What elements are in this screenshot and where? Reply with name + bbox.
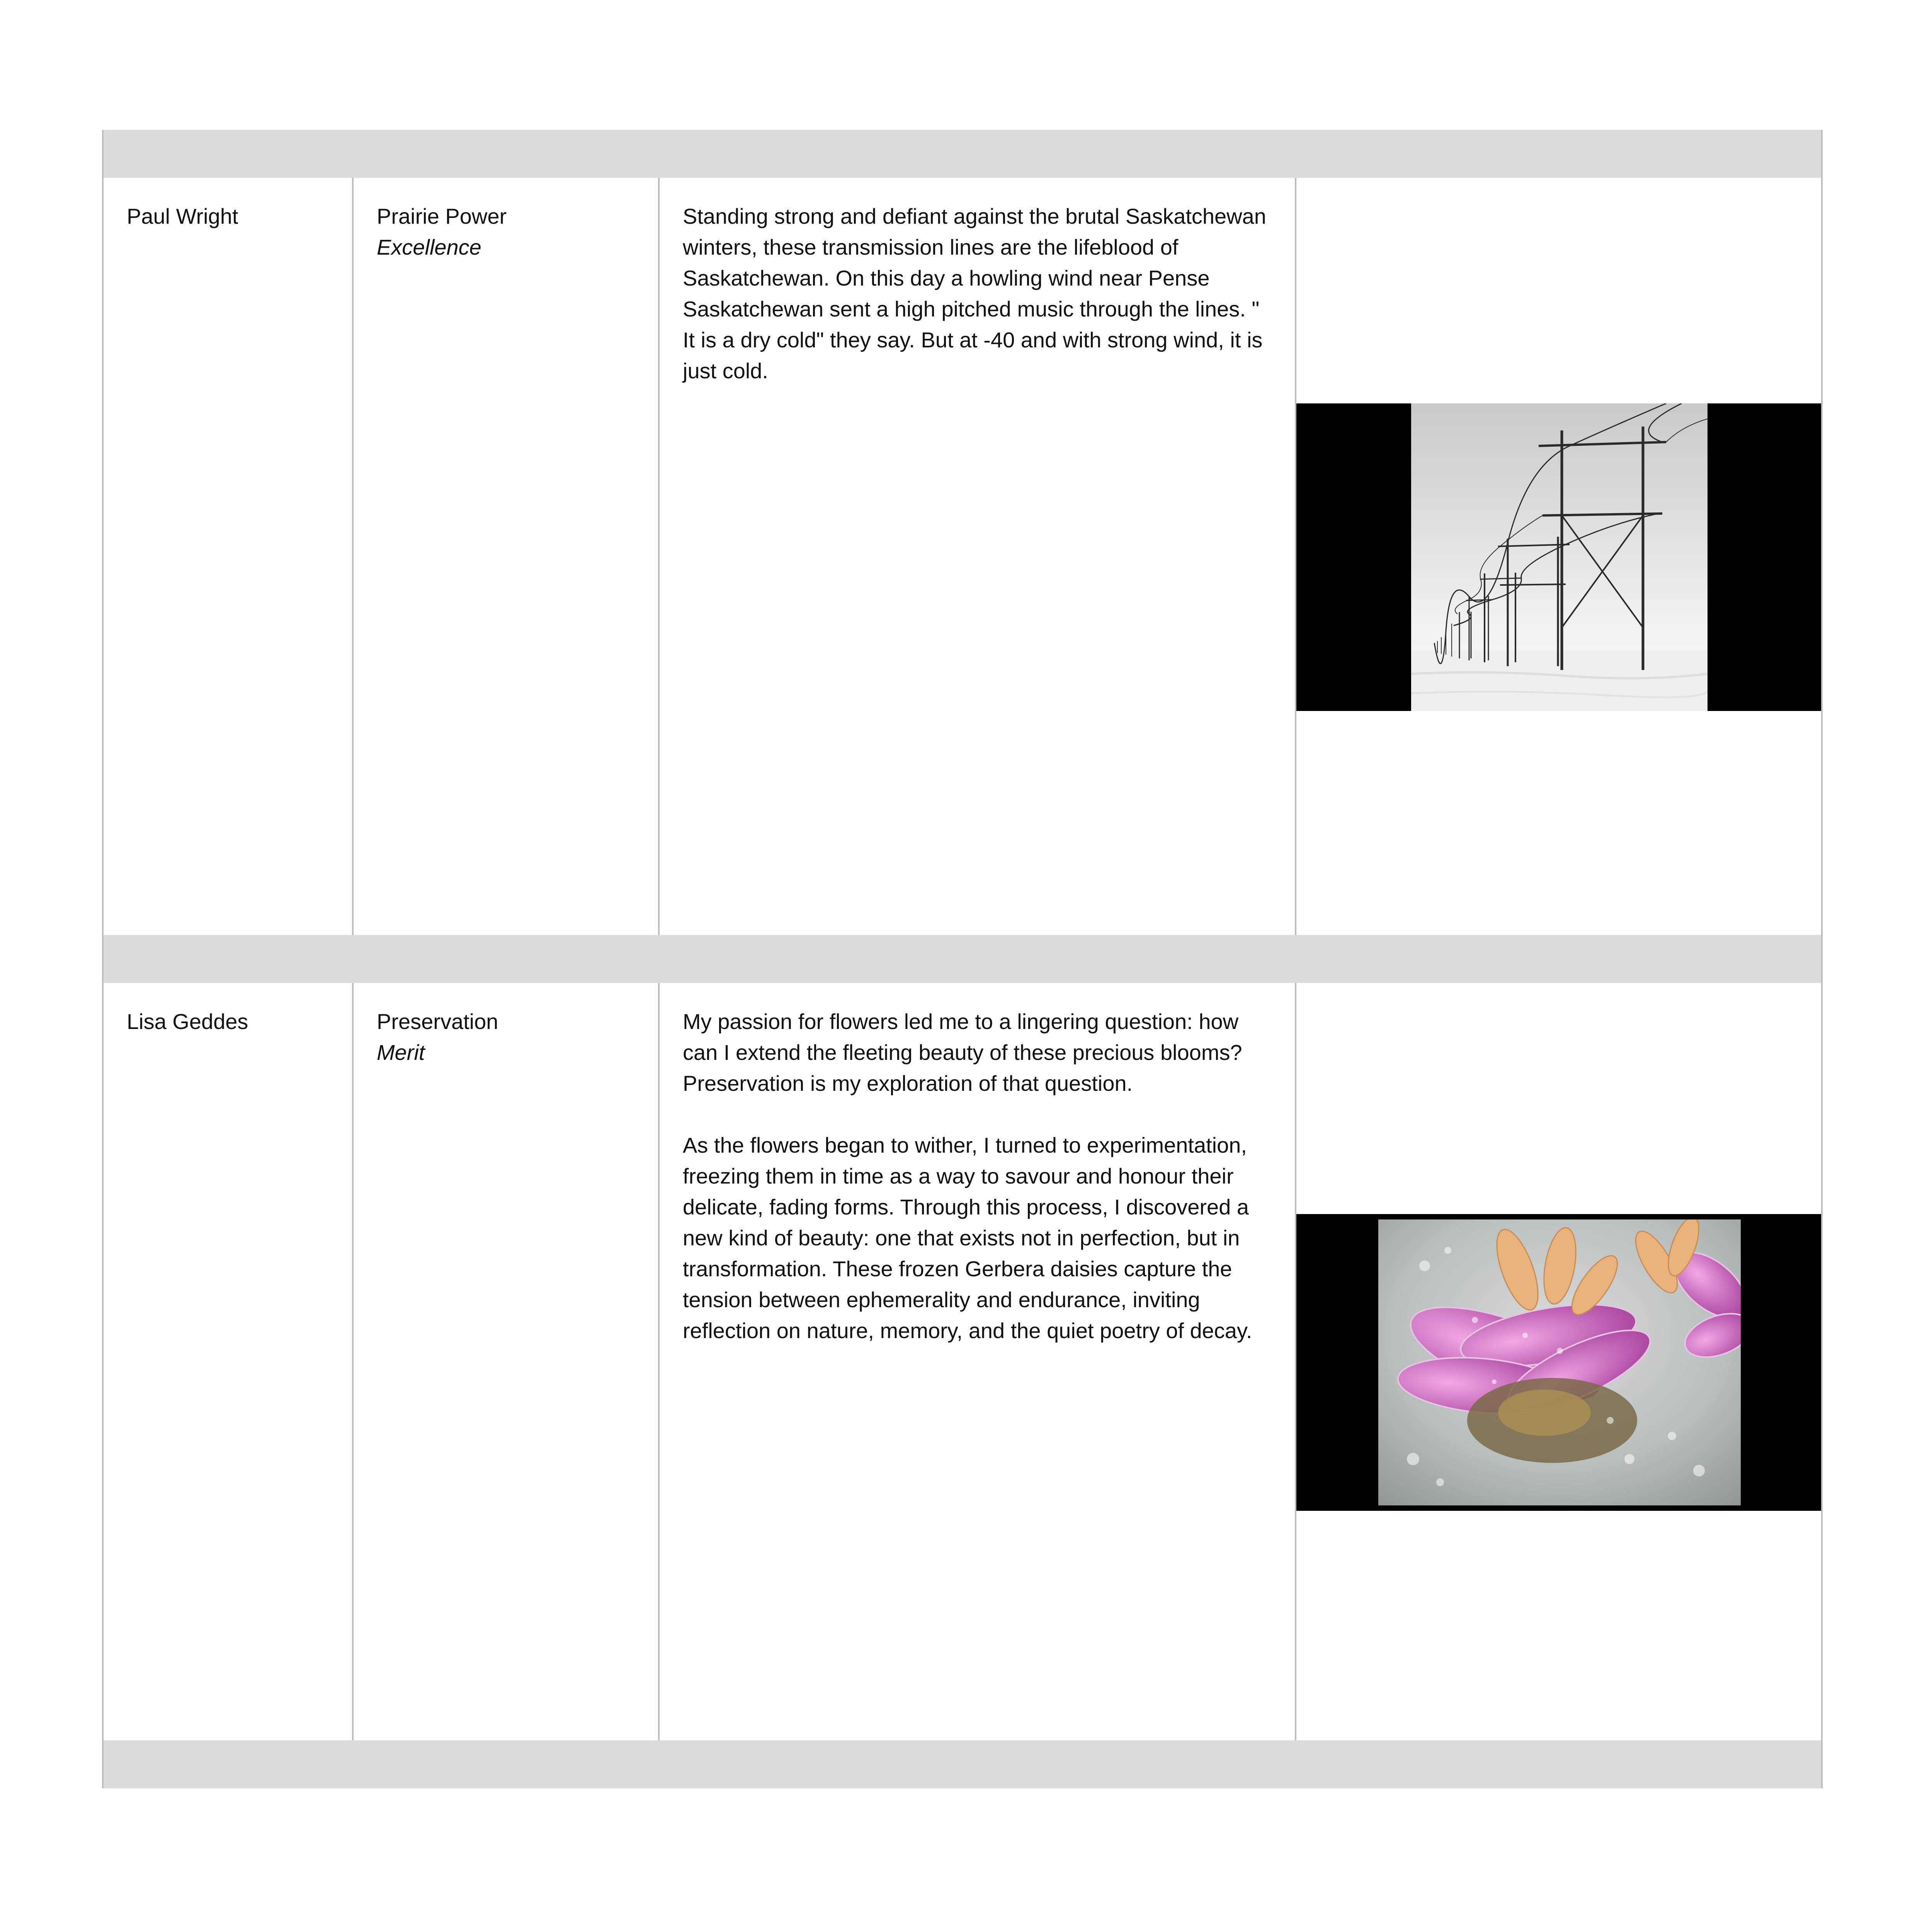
photo-frame xyxy=(1296,1214,1821,1511)
image-cell xyxy=(1296,983,1821,1740)
separator-row xyxy=(104,1740,1821,1788)
description-paragraph: As the flowers began to wither, I turned to experimentation, freezing them in time as a way to savour and honour their delicate, fading forms. Through this process, I discovered a new kind of beauty: one that exists not in perfection, but in transformation. These frozen Gerbera daisies capture the tension between ephemerality and endurance, inviting reflection on nature, memory, and the quiet poetry of decay. xyxy=(683,1133,1252,1343)
photographer-name: Lisa Geddes xyxy=(127,1009,248,1034)
description-paragraph: My passion for flowers led me to a lingering question: how can I extend the fleeting beauty of these precious blooms? Preservation is my exploration of that question. xyxy=(683,1009,1242,1095)
award-level: Excellence xyxy=(377,235,481,259)
separator-row xyxy=(104,935,1821,983)
table-row xyxy=(104,983,1821,1740)
entries-table xyxy=(102,130,1823,1788)
award-level: Merit xyxy=(377,1040,425,1065)
separator-row xyxy=(104,130,1821,178)
photographer-cell xyxy=(104,983,354,1740)
table-row xyxy=(104,178,1821,935)
title-cell xyxy=(354,178,660,935)
photo-title: Preservation xyxy=(377,1009,498,1034)
description-cell xyxy=(660,983,1296,1740)
photographer-cell xyxy=(104,178,354,935)
photographer-name: Paul Wright xyxy=(127,204,238,228)
image-cell xyxy=(1296,178,1821,935)
description-paragraph: Standing strong and defiant against the brutal Saskatchewan winters, these transmission lines are the lifeblood of Saskatchewan. On this day a howling wind near Pense Saskatchewan sent a high pitched music through the lines. " It is a dry cold" they say. But at -40 and with strong wind, it is just cold. xyxy=(683,204,1266,383)
description-cell xyxy=(660,178,1296,935)
photo-title: Prairie Power xyxy=(377,204,507,228)
transmission-lines-photo xyxy=(1411,403,1708,711)
photo-frame xyxy=(1296,403,1821,711)
title-cell xyxy=(354,983,660,1740)
frozen-flowers-photo xyxy=(1378,1219,1741,1505)
